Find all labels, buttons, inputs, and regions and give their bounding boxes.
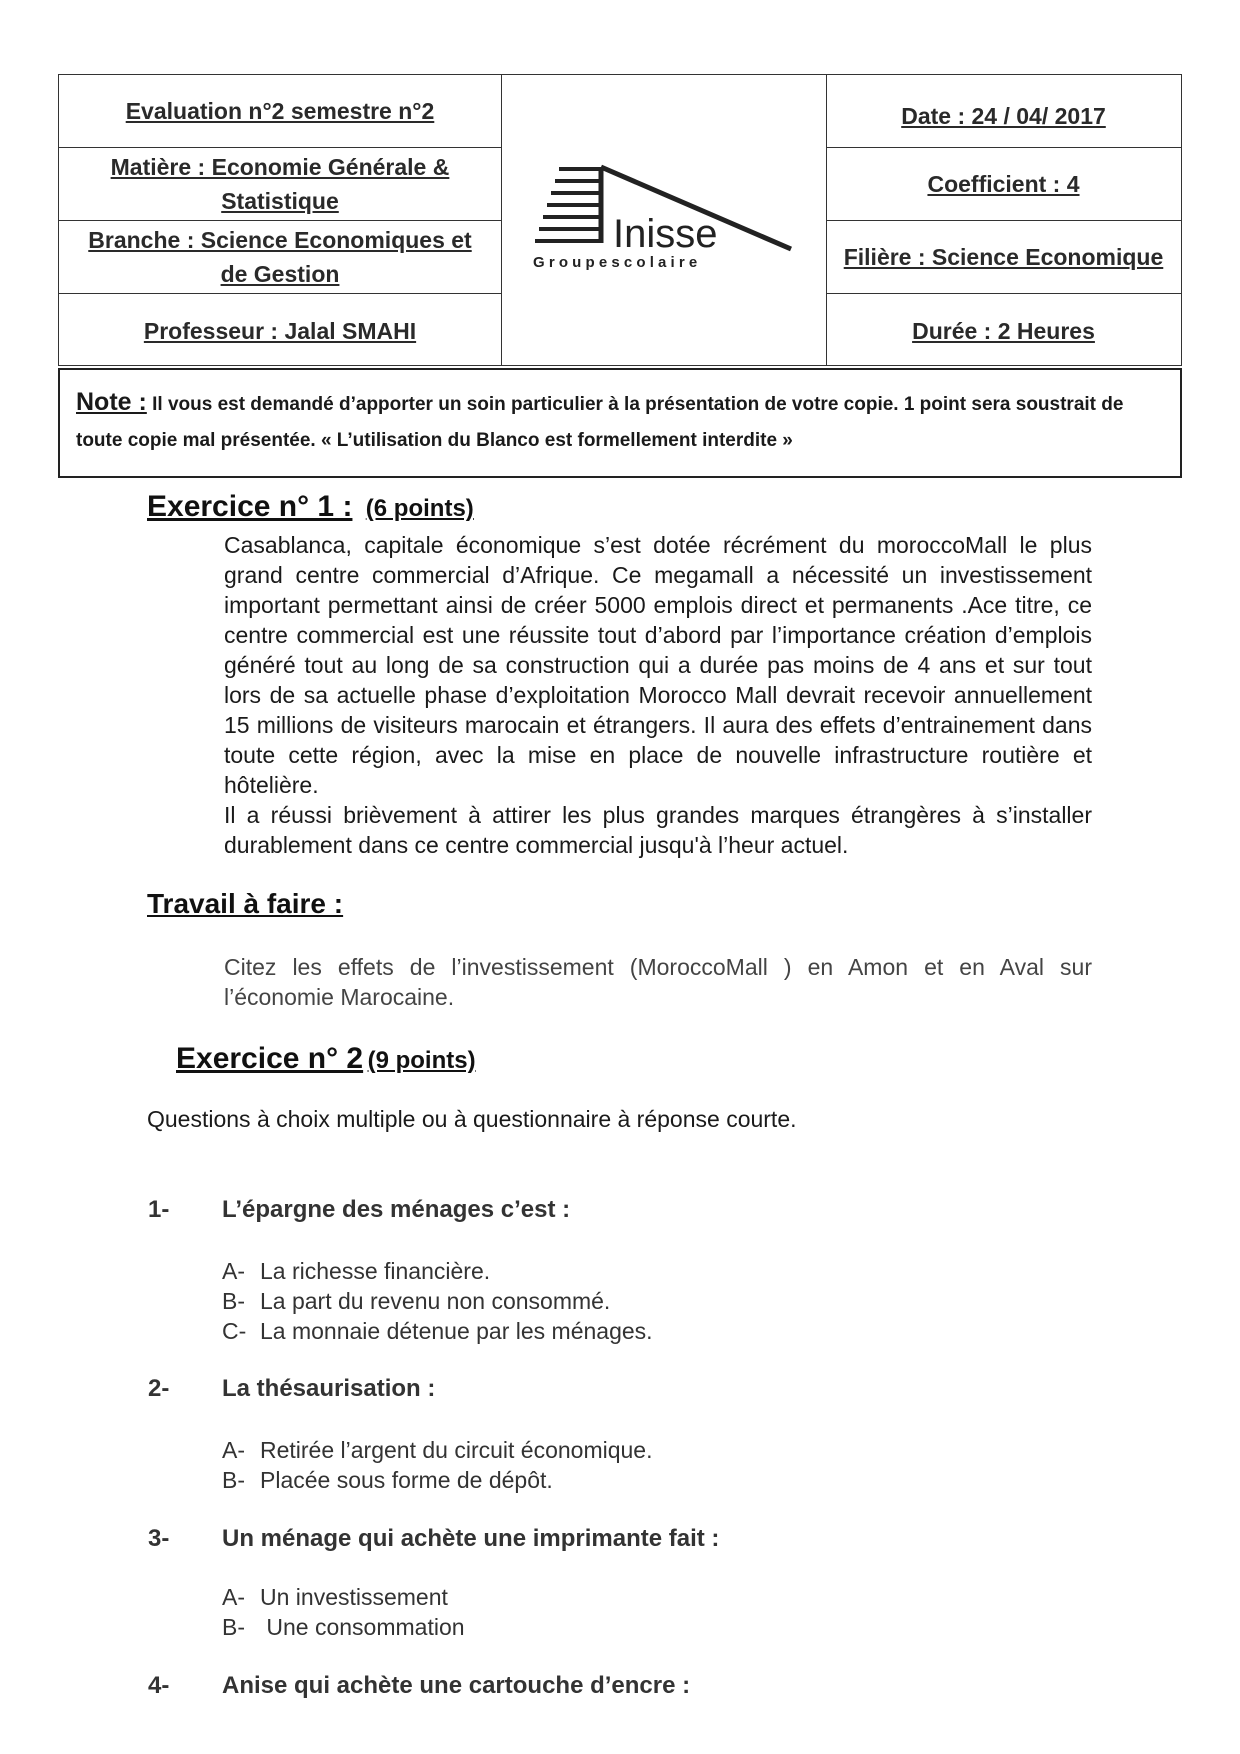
matiere-cell: Matière : Economie Générale & Statistique bbox=[59, 147, 501, 220]
question-2-option-b: B- Placée sous forme de dépôt. bbox=[222, 1467, 553, 1493]
logo-wordmark: Inisse bbox=[613, 212, 718, 256]
header-left-column bbox=[59, 75, 502, 365]
exercise1-heading: Exercice n° 1 : (6 points) bbox=[147, 490, 474, 523]
coefficient-cell: Coefficient : 4 bbox=[826, 147, 1181, 220]
logo-tagline: G r o u p e s c o l a i r e bbox=[533, 254, 698, 271]
question-1-option-a: A- La richesse financière. bbox=[222, 1258, 491, 1284]
evaluation-cell: Evaluation n°2 semestre n°2 bbox=[125, 98, 435, 124]
question-3-option-b: B- Une consommation bbox=[222, 1614, 465, 1640]
question-1-option-b: B- La part du revenu non consommé. bbox=[222, 1288, 611, 1314]
task-text: Citez les effets de l’investissement (MoroccoMall ) en Amon et en Aval sur l’économie Marocaine. bbox=[224, 954, 1092, 1010]
header-logo-column bbox=[501, 75, 827, 365]
exercise2-intro: Questions à choix multiple ou à questionnaire à réponse courte. bbox=[147, 1106, 797, 1132]
note-label: Note : bbox=[76, 388, 147, 416]
duree-cell: Durée : 2 Heures bbox=[826, 293, 1181, 367]
question-3-option-a: A- Un investissement bbox=[222, 1584, 448, 1610]
header-right-column bbox=[826, 75, 1181, 365]
question-2-option-a: A- Retirée l’argent du circuit économique. bbox=[222, 1437, 653, 1463]
exercise1-paragraph: Casablanca, capitale économique s’est dotée récrément du moroccoMall le plus grand centre commercial d’Afrique. Ce megamall a nécessité un investissement important permettant ainsi de créer 5000 emplois direct et permanents .Ace titre, ce centre commercial est une réussite tout d’abord par l’importance création d’emplois généré tout au long de sa construction qui a durée pas moins de 4 ans et sur tout lors de sa actuelle phase d’exploitation Morocco Mall devrait recevoir annuellement 15 millions de visiteurs marocain et étrangers. Il aura des effets d’entrainement dans toute cette région, avec la mise en place de nouvelle infrastructure routière et hôtelière. Il a réussi brièvement à attirer les plus grandes marques étrangères à s’installer durablement dans ce centre commercial jusqu'à l’heur actuel. bbox=[224, 532, 1092, 858]
question-1-option-c: C- La monnaie détenue par les ménages. bbox=[222, 1318, 653, 1344]
branche-cell: Branche : Science Economiques et de Gestion bbox=[59, 220, 501, 293]
professeur-cell: Professeur : Jalal SMAHI bbox=[59, 293, 501, 367]
filiere-cell: Filière : Science Economique bbox=[826, 220, 1181, 293]
note-text: Il vous est demandé d’apporter un soin particulier à la présentation de votre copie. 1 point sera soustrait de toute copie mal présentée. « L’utilisation du Blanco est formellement interdite » bbox=[76, 394, 1124, 451]
date-cell: Date : 24 / 04/ 2017 bbox=[901, 103, 1106, 129]
school-logo bbox=[529, 163, 804, 273]
header-table bbox=[58, 74, 1182, 366]
exercise2-heading: Exercice n° 2 (9 points) bbox=[176, 1042, 476, 1075]
task-heading: Travail à faire : bbox=[147, 888, 344, 919]
note-box bbox=[58, 368, 1182, 478]
